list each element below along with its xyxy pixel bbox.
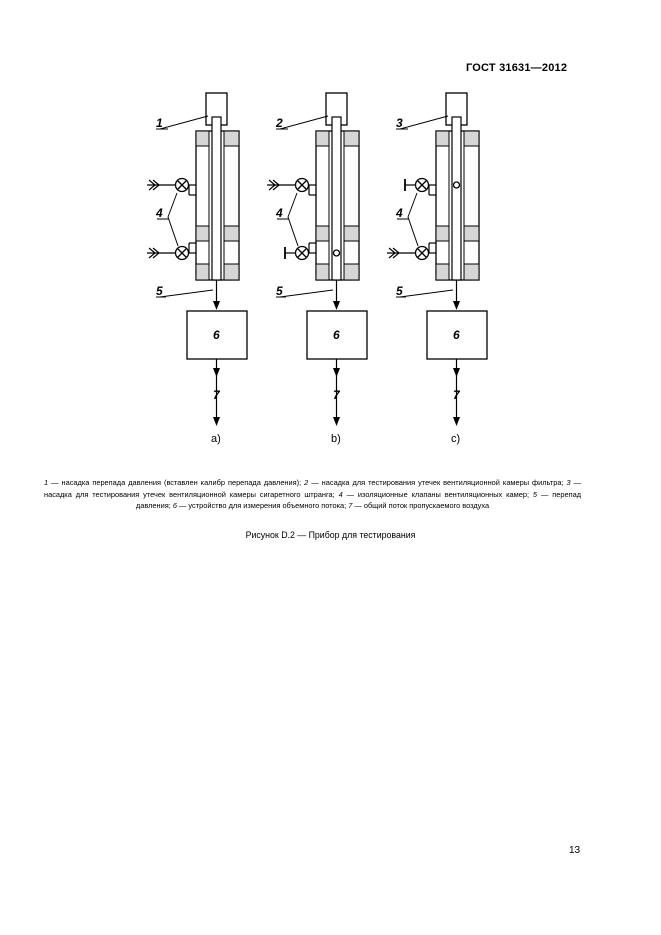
legend-num-3: 3: [566, 478, 571, 487]
legend-text-3: — насадка для тестирования утечек вентиляционной камеры сигаретного штранга;: [44, 478, 582, 499]
legend-text-4: — изоляционные клапаны вентиляционных камер;: [342, 489, 533, 499]
label-flow-c: 7: [453, 388, 460, 402]
figure-legend: [44, 477, 581, 512]
legend-text-7: — общий поток пропускаемого воздуха: [352, 501, 490, 510]
label-nozzle-1: 1: [156, 116, 163, 130]
legend-text-6: — устройство для измерения объемного потока;: [176, 501, 349, 510]
page-number: 13: [569, 845, 581, 856]
legend-num-1: 1: [44, 478, 49, 487]
legend-text-5: — перепад давления;: [135, 489, 582, 510]
label-flow-b: 7: [333, 388, 340, 402]
label-valves-b: 4: [276, 206, 283, 220]
sublabel-c: c): [451, 433, 461, 445]
panel-a: [147, 93, 247, 426]
label-device-c: 6: [453, 328, 460, 342]
panel-c: [387, 93, 487, 426]
legend-num-4: 4: [338, 489, 343, 499]
legend-num-6: 6: [172, 501, 177, 510]
legend-num-5: 5: [532, 489, 538, 499]
sublabel-b: b): [331, 433, 341, 445]
label-device-b: 6: [333, 328, 340, 342]
legend-text-2: — насадка для тестирования утечек вентиляционной камеры фильтра;: [308, 478, 567, 487]
sublabel-a: a): [211, 433, 221, 445]
legend-num-7: 7: [348, 501, 353, 510]
label-pressure-a: 5: [156, 284, 163, 298]
label-valves-a: 4: [156, 206, 163, 220]
label-pressure-b: 5: [276, 284, 283, 298]
legend-num-2: 2: [304, 478, 309, 487]
standard-header: ГОСТ 31631—2012: [466, 62, 568, 74]
label-device-a: 6: [213, 328, 220, 342]
label-flow-a: 7: [213, 388, 220, 402]
legend-text-1: — насадка перепада давления (вставлен калибр перепада давления);: [48, 478, 305, 487]
figure-caption: Рисунок D.2 — Прибор для тестирования: [245, 530, 416, 540]
label-nozzle-2: 2: [276, 116, 283, 130]
label-nozzle-3: 3: [396, 116, 403, 130]
label-pressure-c: 5: [396, 284, 403, 298]
label-valves-c: 4: [396, 206, 403, 220]
panel-b: [267, 93, 367, 426]
